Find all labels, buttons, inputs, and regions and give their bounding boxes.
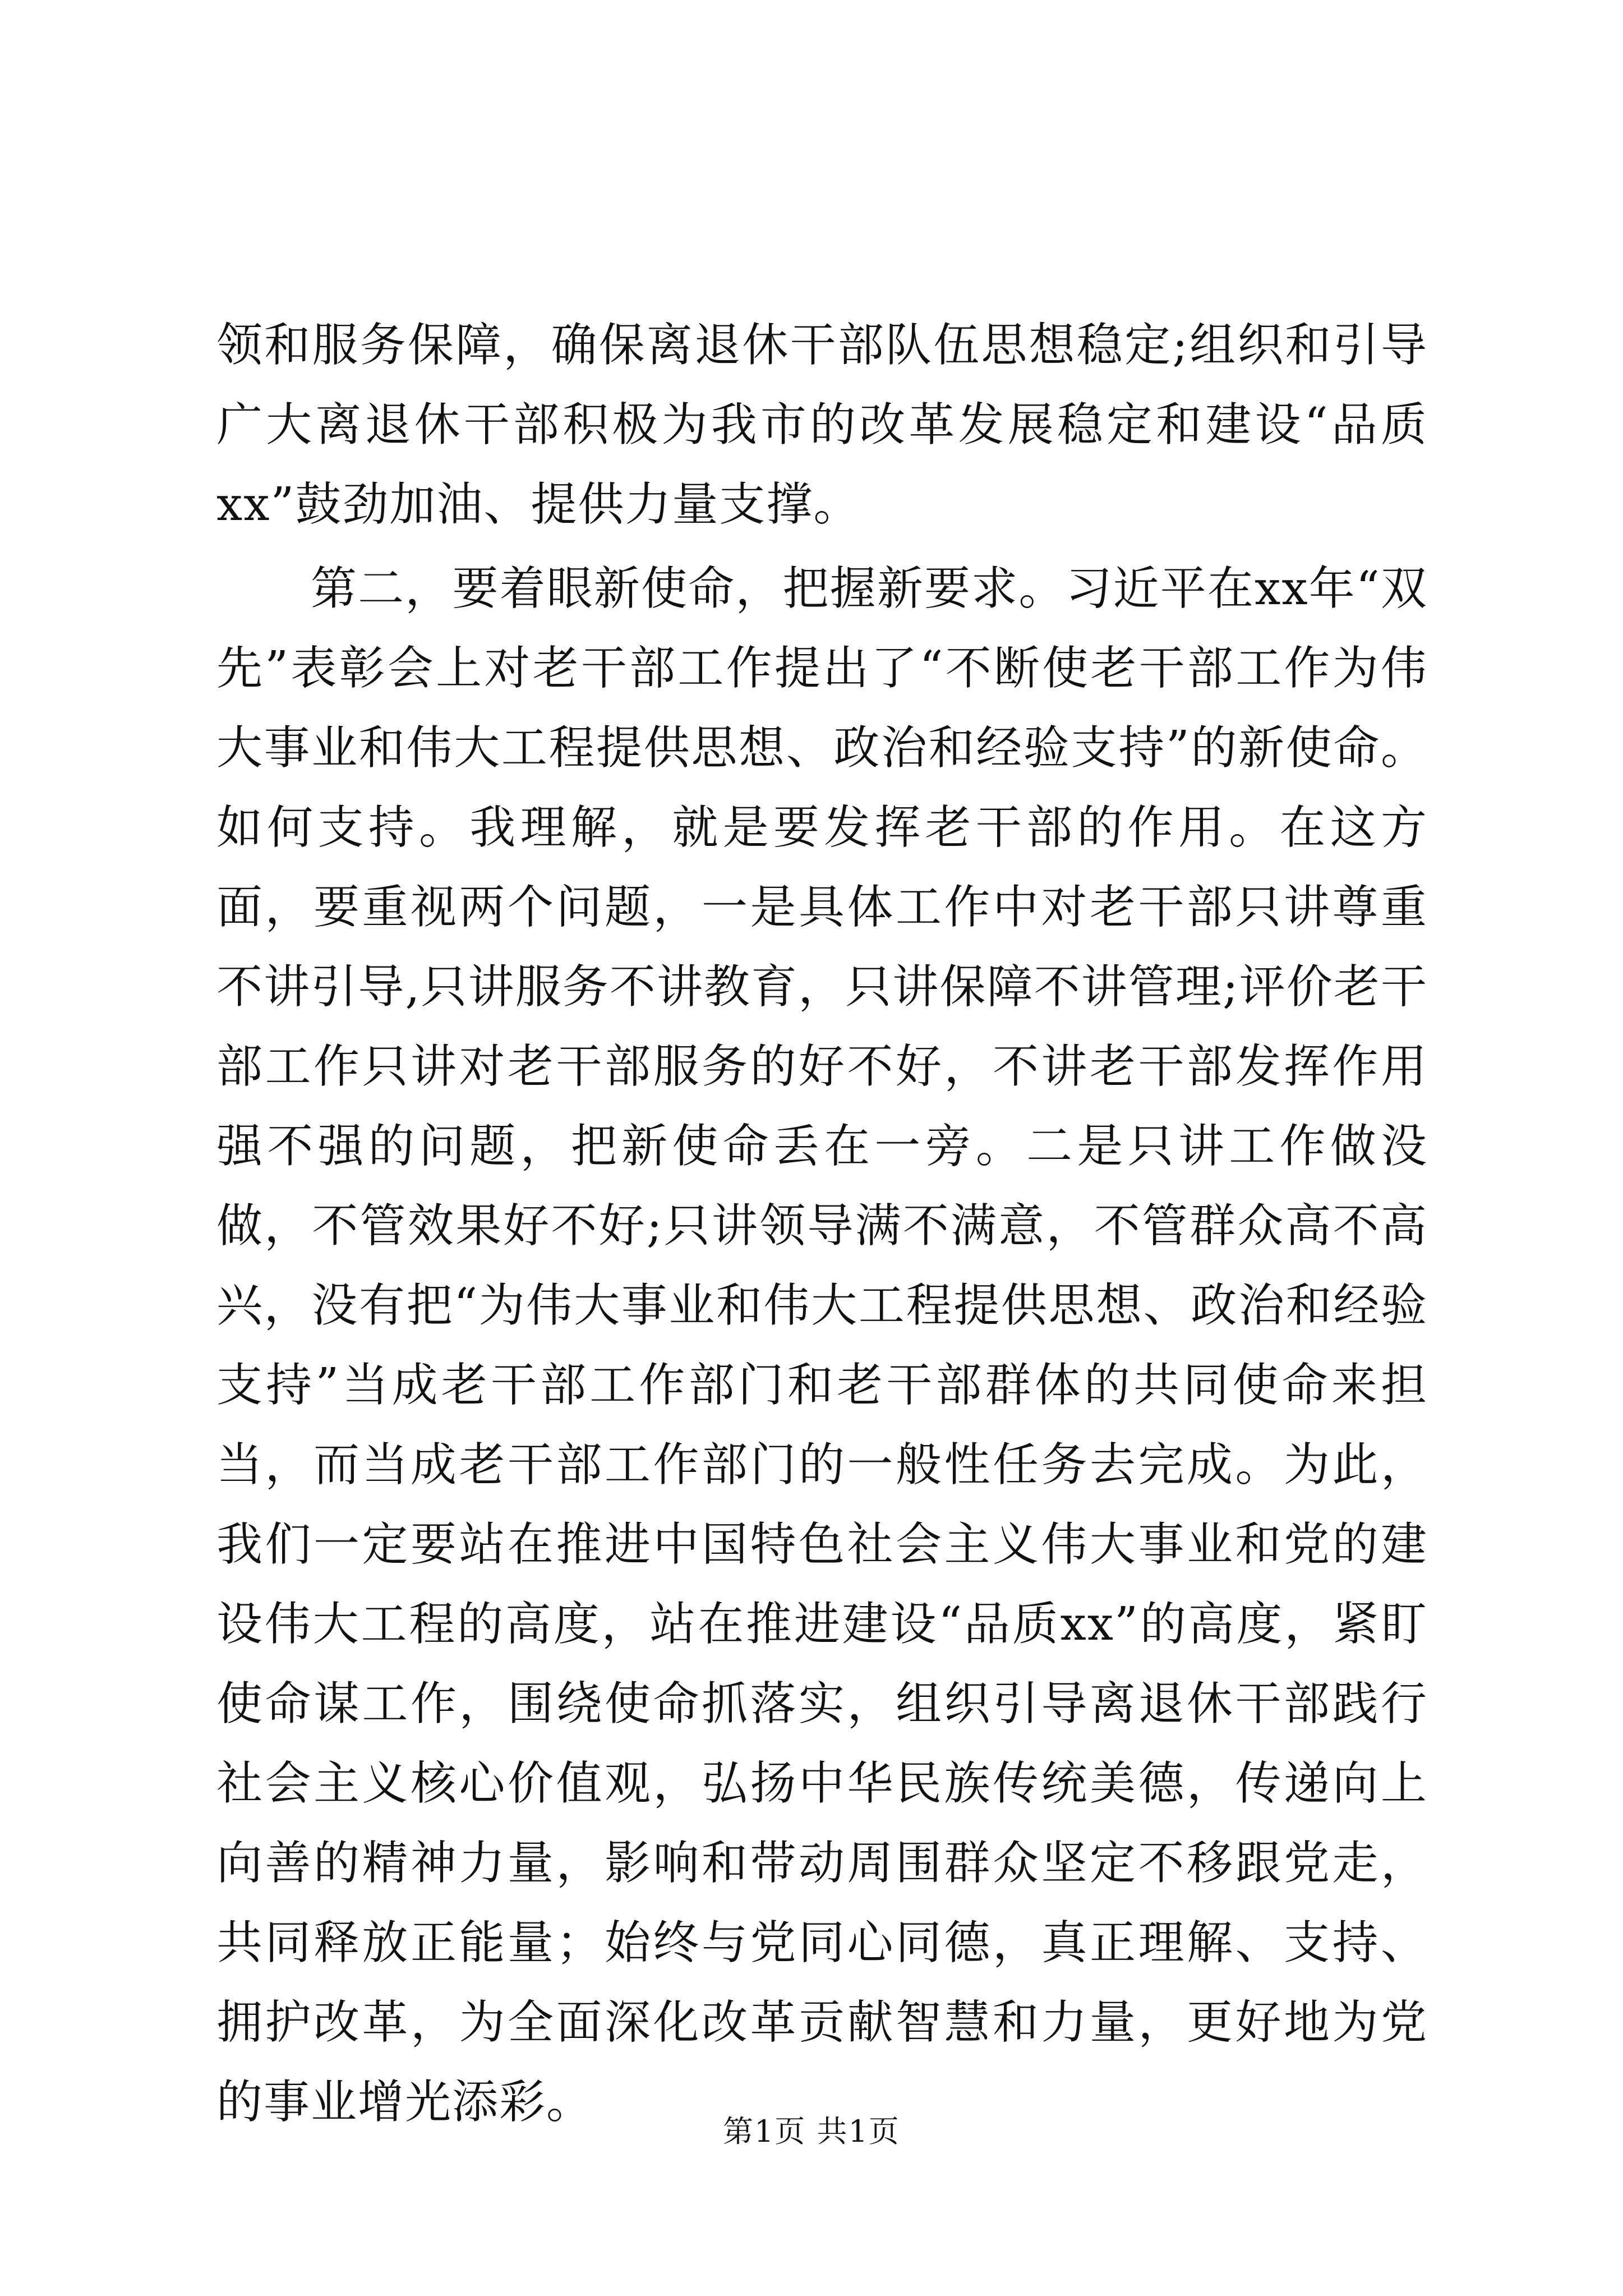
paragraph-second-point: 第二，要着眼新使命，把握新要求。习近平在xx年“双先”表彰会上对老干部工作提出了“不断使老干部工作为伟大事业和伟大工程提供思想、政治和经验支持”的新使命。如何支持。我理解，就是要发挥老干部的作用。在这方面，要重视两个问题，一是具体工作中对老干部只讲尊重不讲引导,只讲服务不讲教育，只讲保障不讲管理;评价老干部工作只讲对老干部服务的好不好，不讲老干部发挥作用强不强的问题，把新使命丢在一旁。二是只讲工作做没做，不管效果好不好;只讲领导满不满意，不管群众高不高兴，没有把“为伟大事业和伟大工程提供思想、政治和经验支持”当成老干部工作部门和老干部群体的共同使命来担当，而当成老干部工作部门的一般性任务去完成。为此，我们一定要站在推进中国特色社会主义伟大事业和党的建设伟大工程的高度，站在推进建设“品质xx”的高度，紧盯使命谋工作，围绕使命抓落实，组织引导离退休干部践行社会主义核心价值观，弘扬中华民族传统美德，传递向上向善的精神力量，影响和带动周围群众坚定不移跟党走，共同释放正能量；始终与党同心同德，真正理解、支持、拥护改革，为全面深化改革贡献智慧和力量，更好地为党的事业增光添彩。 xyxy=(216,562,1428,2129)
document-body xyxy=(216,306,1428,2142)
paragraph-continuation: 领和服务保障，确保离退休干部队伍思想稳定;组织和引导广大离退休干部积极为我市的改革发展稳定和建设“品质xx”鼓劲加油、提供力量支撑。 xyxy=(216,319,1428,531)
page-footer: 第1页 共1页 xyxy=(723,2114,900,2149)
